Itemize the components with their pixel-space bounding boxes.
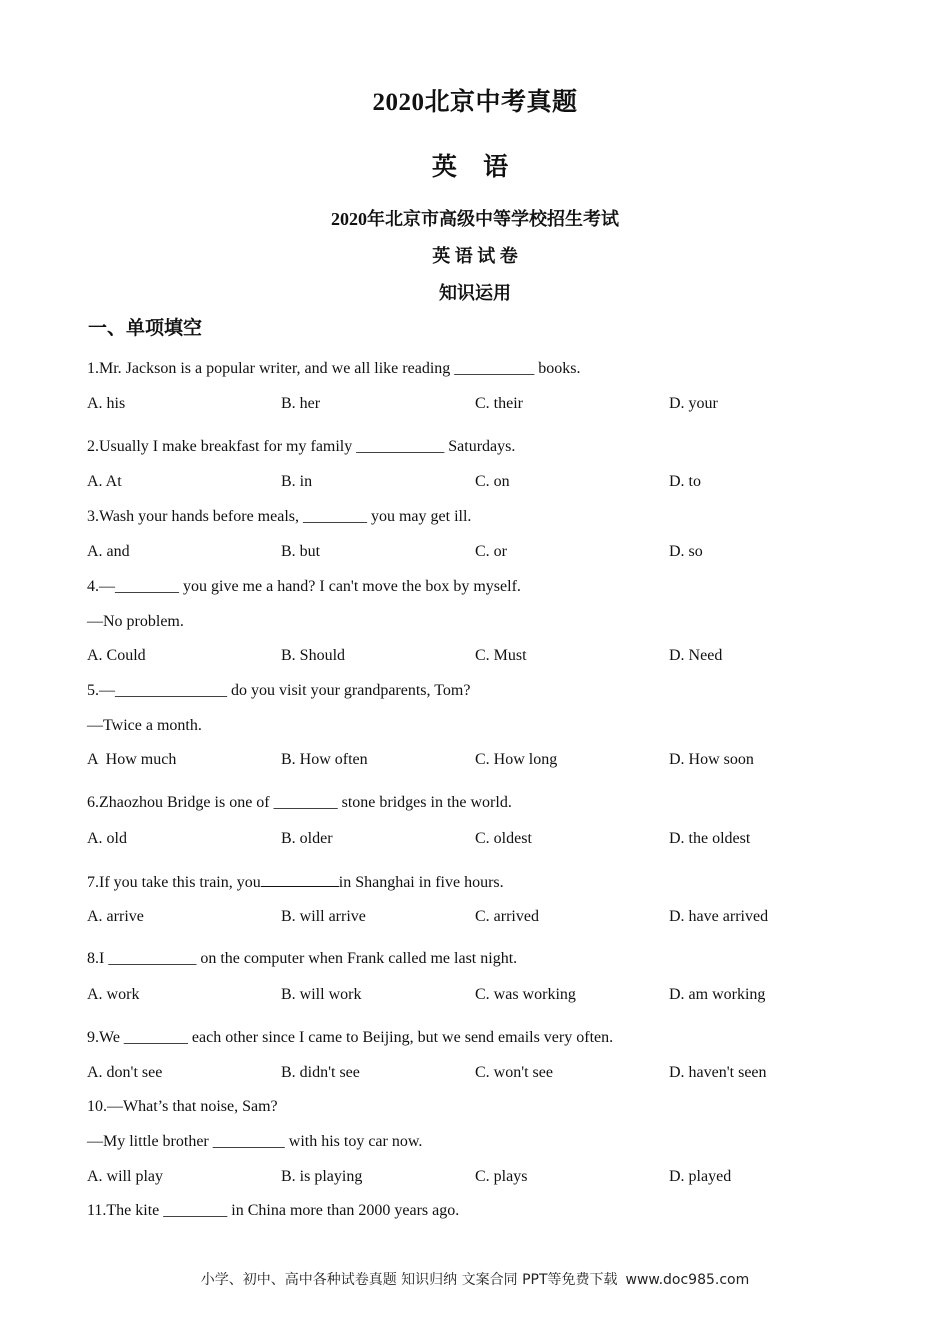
option-c: C. on [475,473,510,490]
option-d: D. the oldest [669,830,751,847]
paper-name: 英 语 试 卷 [432,246,518,266]
question-stem: 5.—______________ do you visit your grandparents, Tom? [87,682,471,699]
option-d: D. How soon [669,751,754,768]
question-reply: —No problem. [87,613,184,630]
option-a: A. and [87,543,130,560]
option-d: D. your [669,395,718,412]
option-c: C. Must [475,647,527,664]
stem-part-2: in Shanghai in five hours. [338,874,504,891]
option-d: D. haven't seen [669,1064,767,1081]
option-b: B. will work [281,986,362,1003]
question-stem: 9.We ________ each other since I came to Beijing, but we send emails very often. [87,1029,614,1046]
option-b: B. is playing [281,1168,363,1185]
option-c: C. How long [475,751,558,768]
question-reply: —Twice a month. [87,717,202,734]
question-stem: 3.Wash your hands before meals, ________ you may get ill. [87,508,472,525]
option-a: A. will play [87,1168,163,1185]
part-name: 知识运用 [439,283,511,303]
option-c: C. or [475,543,507,560]
question-reply: —My little brother _________ with his toy car now. [87,1133,423,1150]
option-d: D. am working [669,986,766,1003]
option-b: B. older [281,830,333,847]
option-b: B. How often [281,751,368,768]
option-c: C. their [475,395,523,412]
option-d: D. Need [669,647,723,664]
option-b: B. will arrive [281,908,366,925]
option-c: C. arrived [475,908,539,925]
option-b: B. her [281,395,321,412]
exam-name: 2020年北京市高级中等学校招生考试 [331,209,619,229]
section-title: 一、单项填空 [88,318,203,339]
option-b: B. didn't see [281,1064,360,1081]
option-a: A. don't see [87,1064,163,1081]
question-stem: 10.—What’s that noise, Sam? [87,1098,278,1115]
option-b: B. but [281,543,321,560]
page-footer [0,1269,950,1289]
option-a: A. old [87,830,127,847]
option-a: A. Could [87,647,146,664]
question-stem [87,872,504,892]
subject-title: 英 语 [431,154,519,181]
footer-text: 小学、初中、高中各种试卷真题 知识归纳 文案合同 PPT等免费下载 [200,1272,618,1288]
option-c: C. plays [475,1168,528,1185]
question-stem: 2.Usually I make breakfast for my family ___________ Saturdays. [87,438,516,455]
option-b: B. Should [281,647,346,664]
question-stem: 6.Zhaozhou Bridge is one of ________ stone bridges in the world. [87,794,512,811]
option-a: A. arrive [87,908,144,925]
option-c: C. was working [475,986,576,1003]
option-a: A. At [87,473,122,490]
option-d: D. have arrived [669,908,769,925]
option-b: B. in [281,473,313,490]
question-stem: 1.Mr. Jackson is a popular writer, and we all like reading __________ books. [87,360,581,377]
option-d: D. so [669,543,703,560]
option-d: D. played [669,1168,732,1185]
option-a: A. his [87,395,126,412]
option-a: A How much [87,751,177,768]
document-title: 2020北京中考真题 [372,89,578,116]
option-c: C. oldest [475,830,532,847]
question-stem: 4.—________ you give me a hand? I can't move the box by myself. [87,578,521,595]
option-c: C. won't see [475,1064,553,1081]
stem-part-1: 7.If you take this train, you [87,874,261,891]
answer-blank [261,872,339,887]
option-d: D. to [669,473,701,490]
question-stem: 8.I ___________ on the computer when Frank called me last night. [87,950,518,967]
footer-url[interactable]: www.doc985.com [625,1272,750,1288]
option-a: A. work [87,986,140,1003]
question-stem: 11.The kite ________ in China more than 2000 years ago. [87,1202,460,1219]
